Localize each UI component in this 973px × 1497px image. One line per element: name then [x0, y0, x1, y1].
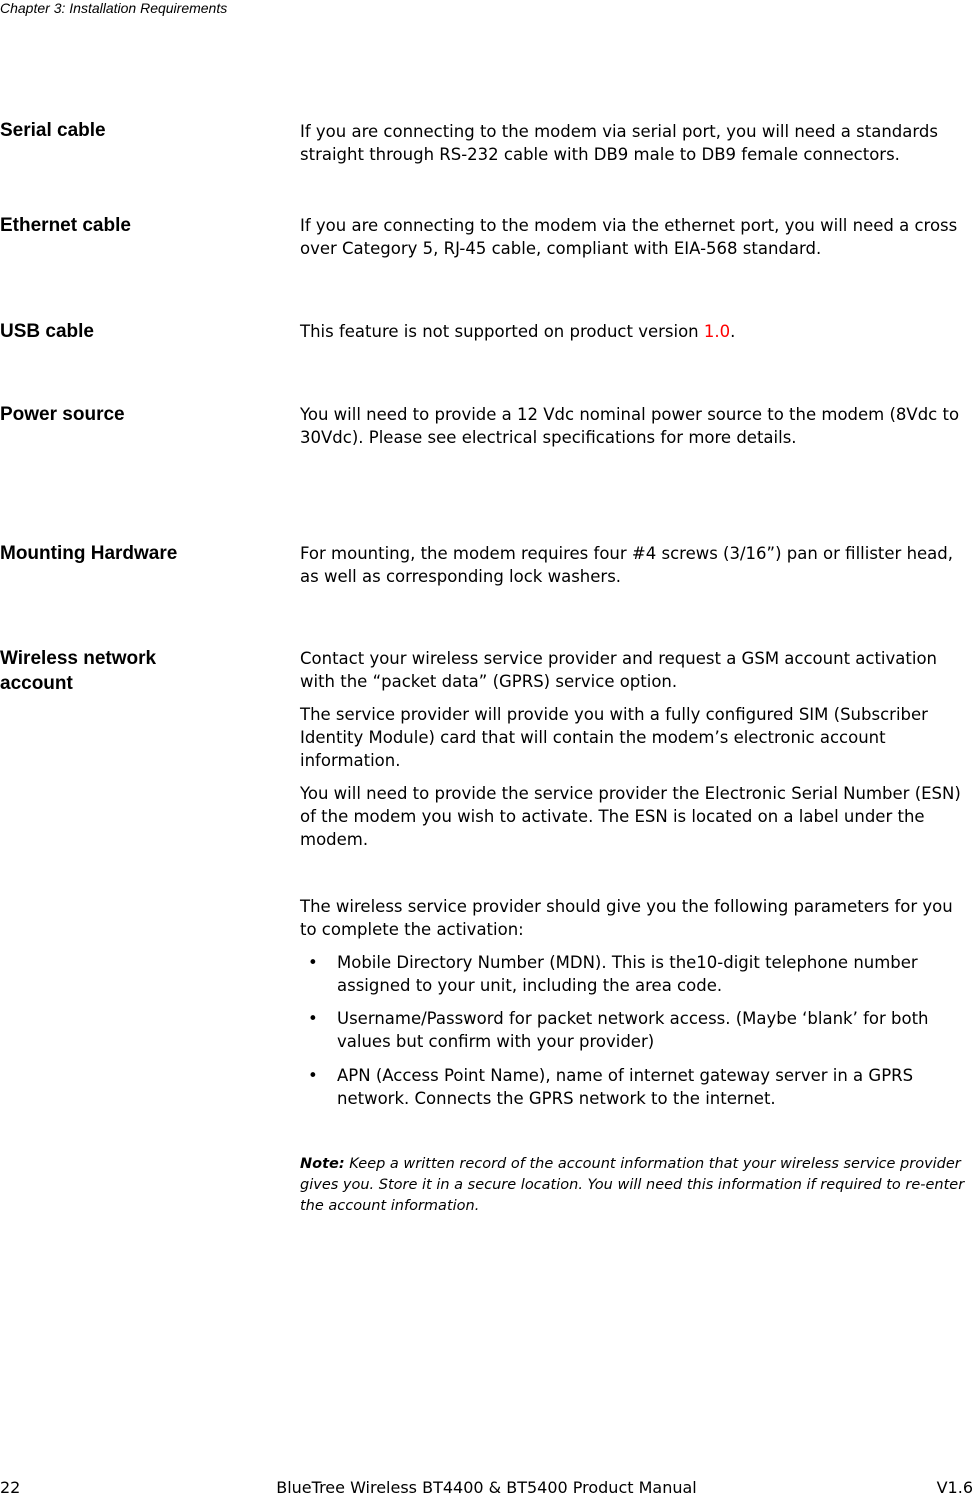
serial-cable-description: If you are connecting to the modem via serial port, you will need a standards straight through RS-232 cable with DB9 male to DB9 female connectors. [300, 122, 938, 164]
list-item [300, 1007, 973, 1053]
ethernet-cable-term: Ethernet cable [0, 215, 131, 236]
bullet-icon: • [308, 953, 318, 972]
product-version-highlight: 1.0 [703, 322, 731, 341]
note-block [300, 1154, 973, 1217]
usb-cable-description [300, 320, 973, 343]
document-version: V1.6 [936, 1478, 973, 1497]
wireless-term-line1: Wireless network [0, 648, 157, 669]
bullet-icon: • [308, 1066, 318, 1085]
wireless-para-1: Contact your wireless service provider and request a GSM account activation with the “packet data” (GPRS) service option. [300, 649, 937, 691]
list-item-text: Mobile Directory Number (MDN). This is the10-digit telephone number assigned to your unit, including the area code. [337, 953, 918, 995]
note-label: Note: [300, 1156, 345, 1172]
usb-cable-term: USB cable [0, 321, 94, 342]
list-item-text: Username/Password for packet network access. (Maybe ‘blank’ for both values but confirm with your provider) [337, 1009, 929, 1051]
manual-title: BlueTree Wireless BT4400 & BT5400 Product Manual [276, 1478, 697, 1497]
power-source-term: Power source [0, 404, 125, 425]
bullet-icon: • [308, 1009, 318, 1028]
power-source-description: You will need to provide a 12 Vdc nominal power source to the modem (8Vdc to 30Vdc). Please see electrical specifications for more details. [300, 405, 960, 447]
wireless-para-2: The service provider will provide you with a fully configured SIM (Subscriber Identity Module) card that will contain the modem’s electronic account information. [300, 705, 928, 770]
note-text: Keep a written record of the account information that your wireless service provider gives you. Store it in a secure location. You will need this information if required to re-enter the account information. [300, 1156, 965, 1214]
ethernet-cable-description: If you are connecting to the modem via the ethernet port, you will need a cross over Category 5, RJ-45 cable, compliant with EIA-568 standard. [300, 216, 958, 258]
wireless-para-4: The wireless service provider should give you the following parameters for you to complete the activation: [300, 897, 953, 939]
mounting-hardware-description: For mounting, the modem requires four #4 screws (3/16”) pan or fillister head, as well as corresponding lock washers. [300, 544, 954, 586]
wireless-term-line2: account [0, 673, 73, 694]
chapter-header: Chapter 3: Installation Requirements [0, 0, 228, 16]
list-item-text: APN (Access Point Name), name of internet gateway server in a GPRS network. Connects the GPRS network to the internet. [337, 1066, 914, 1108]
list-item [300, 951, 973, 997]
page-number: 22 [0, 1478, 21, 1497]
usb-desc-suffix: . [730, 322, 736, 341]
list-item [300, 1064, 973, 1110]
wireless-account-term [0, 646, 156, 696]
serial-cable-term: Serial cable [0, 120, 106, 141]
usb-desc-prefix: This feature is not supported on product version [300, 322, 704, 341]
wireless-para-3: You will need to provide the service provider the Electronic Serial Number (ESN) of the modem you wish to activate. The ESN is located on a label under the modem. [300, 784, 961, 849]
mounting-hardware-term: Mounting Hardware [0, 543, 178, 564]
